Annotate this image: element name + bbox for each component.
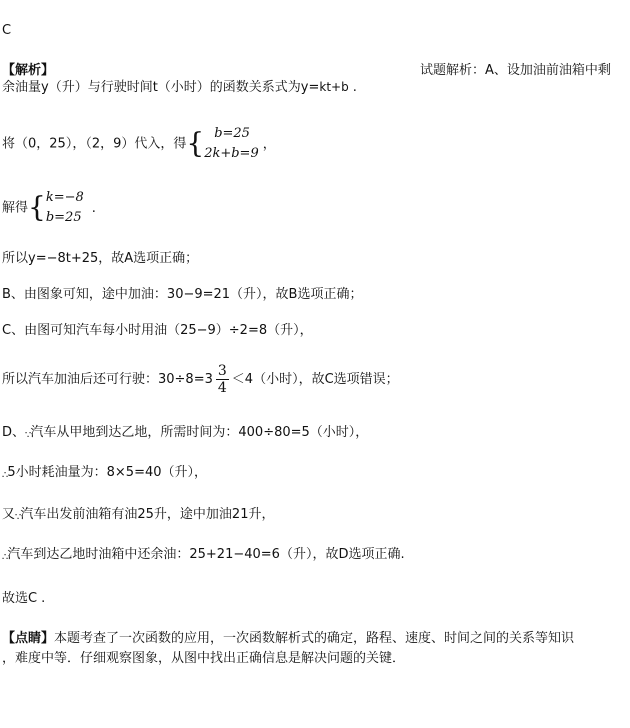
formula-kt-b: kt+b bbox=[319, 80, 349, 94]
fraction-three-quarters: $\frac{3}{4}$ bbox=[217, 363, 227, 396]
left-brace-icon: { bbox=[28, 190, 46, 224]
substitution-line: 将（0，25），（2，9）代入，得{ b=25 2k+b=9 ， bbox=[2, 122, 276, 167]
option-d-line-4: ∴汽车到达乙地时油箱中还余油：25+21−40=6（升），故D选项正确. bbox=[2, 547, 405, 563]
option-c-line-2: 所以汽车加油后还可行驶：30÷8=3 $\frac{3}{4}$ ＜4（小时），故C选项错误； bbox=[2, 363, 399, 396]
comment-line-1: 【点睛】本题考查了一次函数的应用，一次函数解析式的确定，路程、速度、时间之间的关系等知识 bbox=[2, 631, 575, 646]
therefore-icon: ∴ bbox=[2, 552, 8, 563]
equation-system-1: { b=25 2k+b=9 bbox=[186, 125, 259, 161]
option-d-line-2: ∴5小时耗油量为：8×5=40（升）， bbox=[2, 465, 208, 481]
because-icon: ∵ bbox=[25, 430, 31, 441]
option-c-line: C、由图可知汽车每小时用油（25−9）÷2=8（升）， bbox=[2, 323, 313, 338]
left-brace-icon: { bbox=[186, 126, 205, 160]
answer-letter: C bbox=[2, 23, 12, 38]
solution-line: 解得{ k=−8 b=25 . bbox=[2, 186, 96, 231]
therefore-icon: ∴ bbox=[2, 470, 8, 481]
analysis-intro-right: 试题解析：A、设加油前油箱中剩 bbox=[420, 63, 611, 78]
analysis-heading: 【解析】 bbox=[2, 63, 55, 78]
comment-heading: 【点睛】 bbox=[2, 631, 55, 646]
because-icon: ∵ bbox=[15, 512, 21, 523]
option-a-conclusion: 所以y=−8t+25，故A选项正确； bbox=[2, 251, 199, 266]
option-d-line-3: 又∵汽车出发前油箱有油25升，途中加油21升， bbox=[2, 507, 275, 523]
comment-line-2: ，难度中等．仔细观察图象，从图中找出正确信息是解决问题的关键． bbox=[2, 651, 406, 666]
final-answer-letter: C bbox=[28, 591, 38, 606]
option-d-line: D、∵汽车从甲地到达乙地，所需时间为：400÷80=5（小时）， bbox=[2, 425, 369, 441]
equation-system-2: { k=−8 b=25 bbox=[28, 189, 84, 225]
final-answer-line: 故选C . bbox=[2, 591, 46, 606]
analysis-line-1: 余油量y（升）与行驶时间t（小时）的函数关系式为y=kt+b . bbox=[2, 80, 357, 95]
option-b-line: B、由图象可知，途中加油：30−9=21（升），故B选项正确； bbox=[2, 287, 363, 302]
